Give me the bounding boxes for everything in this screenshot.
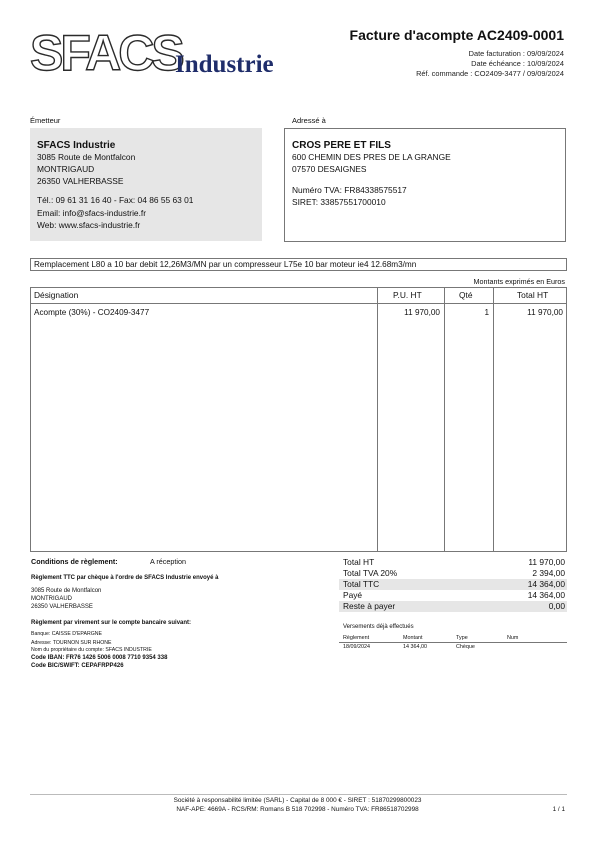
remaining-value: 0,00 [548, 601, 565, 611]
iban: Code IBAN: FR76 1426 5006 0008 7710 9354 338 [31, 655, 168, 661]
total-vat-value: 2 394,00 [532, 568, 565, 578]
total-ht-label: Total HT [343, 557, 375, 567]
footer-legal-line2: NAF-APE: 4669A - RCS/RM: Romans B 518 702998 - Numéro TVA: FR86518702998 [176, 806, 419, 813]
cheque-title: Règlement TTC par chèque à l'ordre de SFACS Industrie envoyé à [31, 575, 219, 581]
logo-suffix-text: Industrie [175, 51, 274, 78]
due-date: Date échéance : 10/09/2024 [471, 59, 564, 68]
sender-web: Web: www.sfacs-industrie.fr [37, 220, 141, 230]
header-qty: Qté [459, 290, 473, 300]
invoice-object: Remplacement L80 a 10 bar debit 12,26M3/MN par un compresseur L75e 10 bar moteur ie4 12.68m3/mn [30, 258, 567, 271]
recipient-vat: Numéro TVA: FR84338575517 [292, 185, 407, 195]
cheque-address-line3: 26350 VALHERBASSE [31, 604, 93, 610]
order-reference: Réf. commande : CO2409-3477 / 09/09/2024 [416, 69, 564, 78]
sender-city: MONTRIGAUD [37, 164, 95, 174]
bank-address: Adresse: TOURNON SUR RHONE [31, 640, 112, 646]
page-number: 1 / 1 [552, 806, 565, 813]
recipient-siret: SIRET: 33857551700010 [292, 197, 386, 207]
bank-name: Banque: CAISSE D'EPARGNE [31, 631, 102, 637]
sender-name: SFACS Industrie [37, 140, 116, 151]
total-ttc-value: 14 364,00 [527, 579, 565, 589]
footer-legal-line1: Société à responsabilité limitée (SARL) - Capital de 8 000 € - SIRET : 51870299800023 [173, 797, 422, 804]
row-total: 11 970,00 [527, 308, 563, 317]
footer-divider [30, 794, 567, 795]
cheque-address-line2: MONTRIGAUD [31, 596, 72, 602]
sender-box [30, 128, 262, 241]
remaining-label: Reste à payer [343, 601, 396, 611]
total-vat-label: Total TVA 20% [343, 568, 398, 578]
total-ttc-row [339, 579, 567, 590]
header-designation: Désignation [34, 290, 79, 300]
items-table [30, 287, 567, 552]
payments-header-type: Type [456, 635, 468, 641]
payment-type: Chèque [456, 644, 475, 650]
logo-brand-text: SFACS [30, 25, 182, 81]
invoice-date: Date facturation : 09/09/2024 [468, 49, 564, 58]
table-row [31, 288, 566, 328]
recipient-name: CROS PERE ET FILS [292, 140, 391, 151]
transfer-title: Règlement par virement sur le compte bancaire suivant: [31, 620, 192, 626]
payment-terms-value: A réception [150, 557, 186, 566]
sender-zip-city: 26350 VALHERBASSE [37, 176, 124, 186]
payment-date: 18/09/2024 [343, 644, 370, 650]
paid-value: 14 364,00 [527, 590, 565, 600]
account-owner: Nom du propriétaire du compte: SFACS INDUSTRIE [31, 647, 152, 653]
total-ht-value: 11 970,00 [528, 557, 565, 567]
sender-phone-fax: Tél.: 09 61 31 16 40 - Fax: 04 86 55 63 01 [37, 195, 194, 205]
bic-swift: Code BIC/SWIFT: CEPAFRPP426 [31, 663, 124, 669]
invoice-title: Facture d'acompte AC2409-0001 [349, 27, 564, 43]
payments-table [339, 634, 567, 650]
recipient-box [284, 128, 566, 242]
cheque-address-line1: 3085 Route de Montfalcon [31, 588, 102, 594]
row-qty: 1 [484, 308, 489, 317]
payments-header-num: Num [507, 635, 519, 641]
row-unit-price: 11 970,00 [404, 308, 440, 317]
payment-terms-label: Conditions de règlement: [31, 557, 118, 566]
total-ht-row [339, 557, 567, 568]
total-vat-row [339, 568, 567, 579]
recipient-address: 600 CHEMIN DES PRES DE LA GRANGE [292, 152, 451, 162]
payments-header-payment: Règlement [343, 635, 370, 641]
currency-note: Montants exprimés en Euros [473, 277, 565, 286]
payments-title: Versements déjà effectués [343, 624, 414, 630]
paid-label: Payé [343, 590, 363, 600]
recipient-zip-city: 07570 DESAIGNES [292, 164, 367, 174]
payment-amount: 14 364,00 [403, 644, 427, 650]
header-unit-price: P.U. HT [393, 290, 422, 300]
sender-email: Email: info@sfacs-industrie.fr [37, 208, 147, 218]
row-designation: Acompte (30%) - CO2409-3477 [34, 308, 150, 317]
sender-address: 3085 Route de Montfalcon [37, 152, 136, 162]
total-ttc-label: Total TTC [343, 579, 380, 589]
sender-label: Émetteur [30, 116, 61, 125]
recipient-label: Adressé à [292, 116, 326, 125]
header-total: Total HT [517, 290, 549, 300]
remaining-row [339, 601, 567, 612]
paid-row [339, 590, 567, 601]
payments-header-amount: Montant [403, 635, 423, 641]
